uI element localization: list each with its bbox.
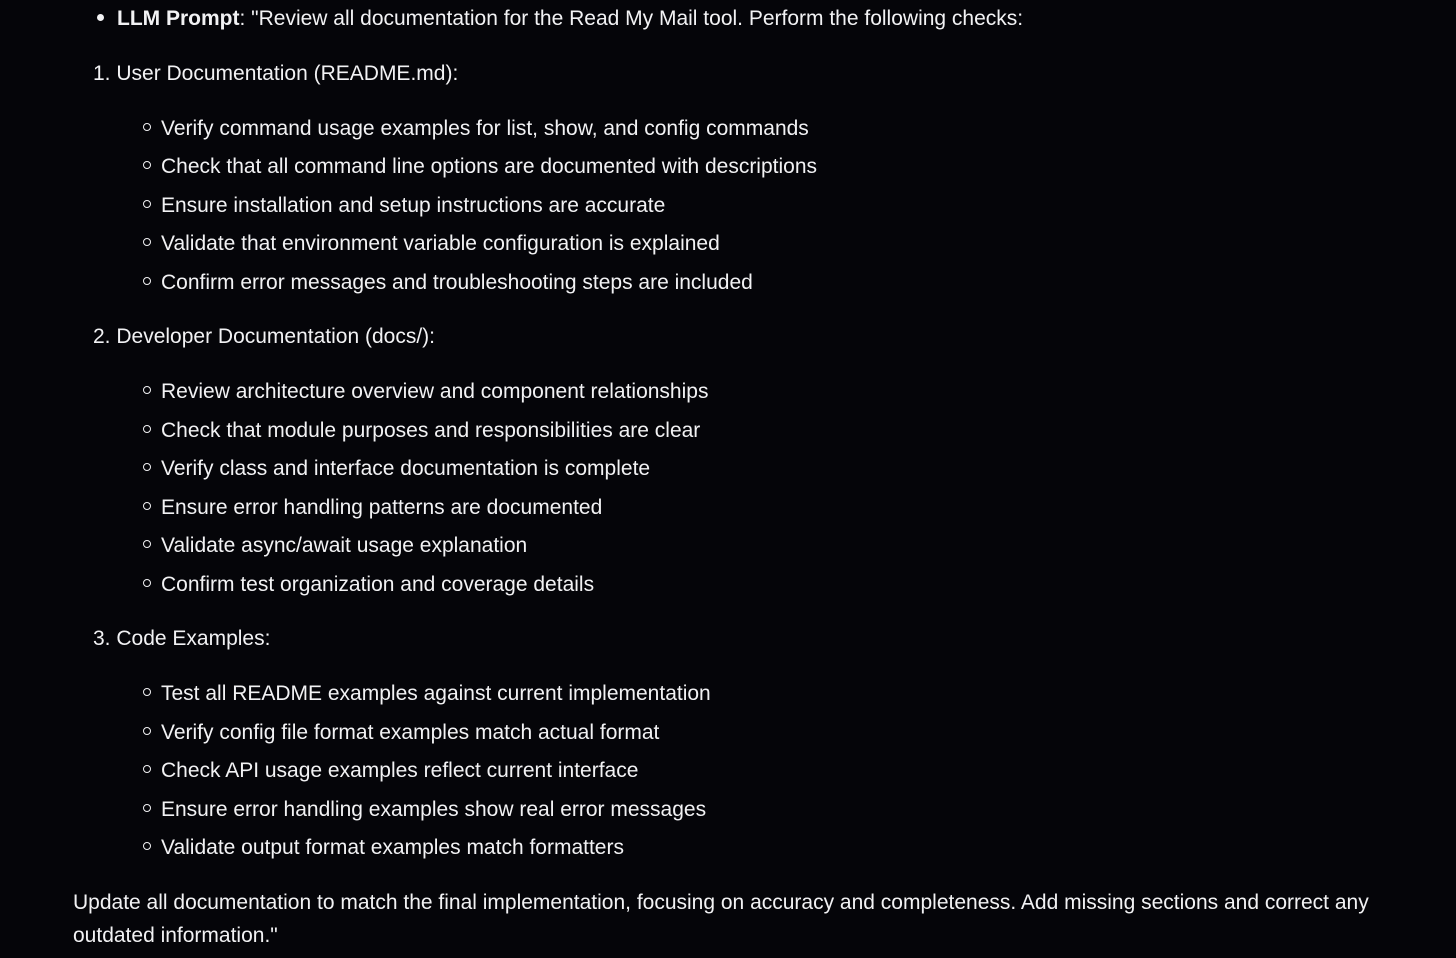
circle-bullet-icon: [143, 540, 151, 548]
list-item: Review architecture overview and component relationships: [143, 375, 708, 408]
section-heading-developer-docs: 2. Developer Documentation (docs/):: [93, 325, 435, 348]
circle-bullet-icon: [143, 688, 151, 696]
list-item: Verify command usage examples for list, show, and config commands: [143, 112, 809, 145]
list-item: Validate that environment variable configuration is explained: [143, 227, 720, 260]
circle-bullet-icon: [143, 765, 151, 773]
list-item: Ensure error handling patterns are documented: [143, 491, 602, 524]
list-item: Confirm test organization and coverage details: [143, 568, 594, 601]
circle-bullet-icon: [143, 238, 151, 246]
bullet-disc-icon: [97, 14, 104, 21]
circle-bullet-icon: [143, 386, 151, 394]
circle-bullet-icon: [143, 425, 151, 433]
list-item: Verify class and interface documentation is complete: [143, 452, 650, 485]
circle-bullet-icon: [143, 804, 151, 812]
list-item: Ensure installation and setup instructions are accurate: [143, 189, 665, 222]
circle-bullet-icon: [143, 842, 151, 850]
circle-bullet-icon: [143, 277, 151, 285]
section-heading-user-docs: 1. User Documentation (README.md):: [93, 62, 459, 85]
llm-prompt-text: : "Review all documentation for the Read My Mail tool. Perform the following checks:: [239, 7, 1024, 30]
list-item: Test all README examples against current implementation: [143, 677, 711, 710]
list-item: Validate async/await usage explanation: [143, 529, 527, 562]
llm-prompt-label: LLM Prompt: [117, 7, 240, 30]
list-item: Ensure error handling examples show real error messages: [143, 793, 706, 826]
circle-bullet-icon: [143, 200, 151, 208]
circle-bullet-icon: [143, 579, 151, 587]
list-item: Confirm error messages and troubleshooting steps are included: [143, 266, 753, 299]
list-item: Check that all command line options are documented with descriptions: [143, 150, 817, 183]
list-item: Check API usage examples reflect current interface: [143, 754, 638, 787]
list-item: Check that module purposes and responsibilities are clear: [143, 414, 700, 447]
llm-prompt-bullet: [97, 2, 1023, 35]
section-heading-code-examples: 3. Code Examples:: [93, 627, 271, 650]
circle-bullet-icon: [143, 161, 151, 169]
circle-bullet-icon: [143, 463, 151, 471]
list-item: Validate output format examples match formatters: [143, 831, 624, 864]
closing-paragraph: Update all documentation to match the final implementation, focusing on accuracy and completeness. Add missing sections and correct any outdated information.": [73, 891, 1369, 947]
circle-bullet-icon: [143, 727, 151, 735]
circle-bullet-icon: [143, 123, 151, 131]
circle-bullet-icon: [143, 502, 151, 510]
list-item: Verify config file format examples match actual format: [143, 716, 659, 749]
